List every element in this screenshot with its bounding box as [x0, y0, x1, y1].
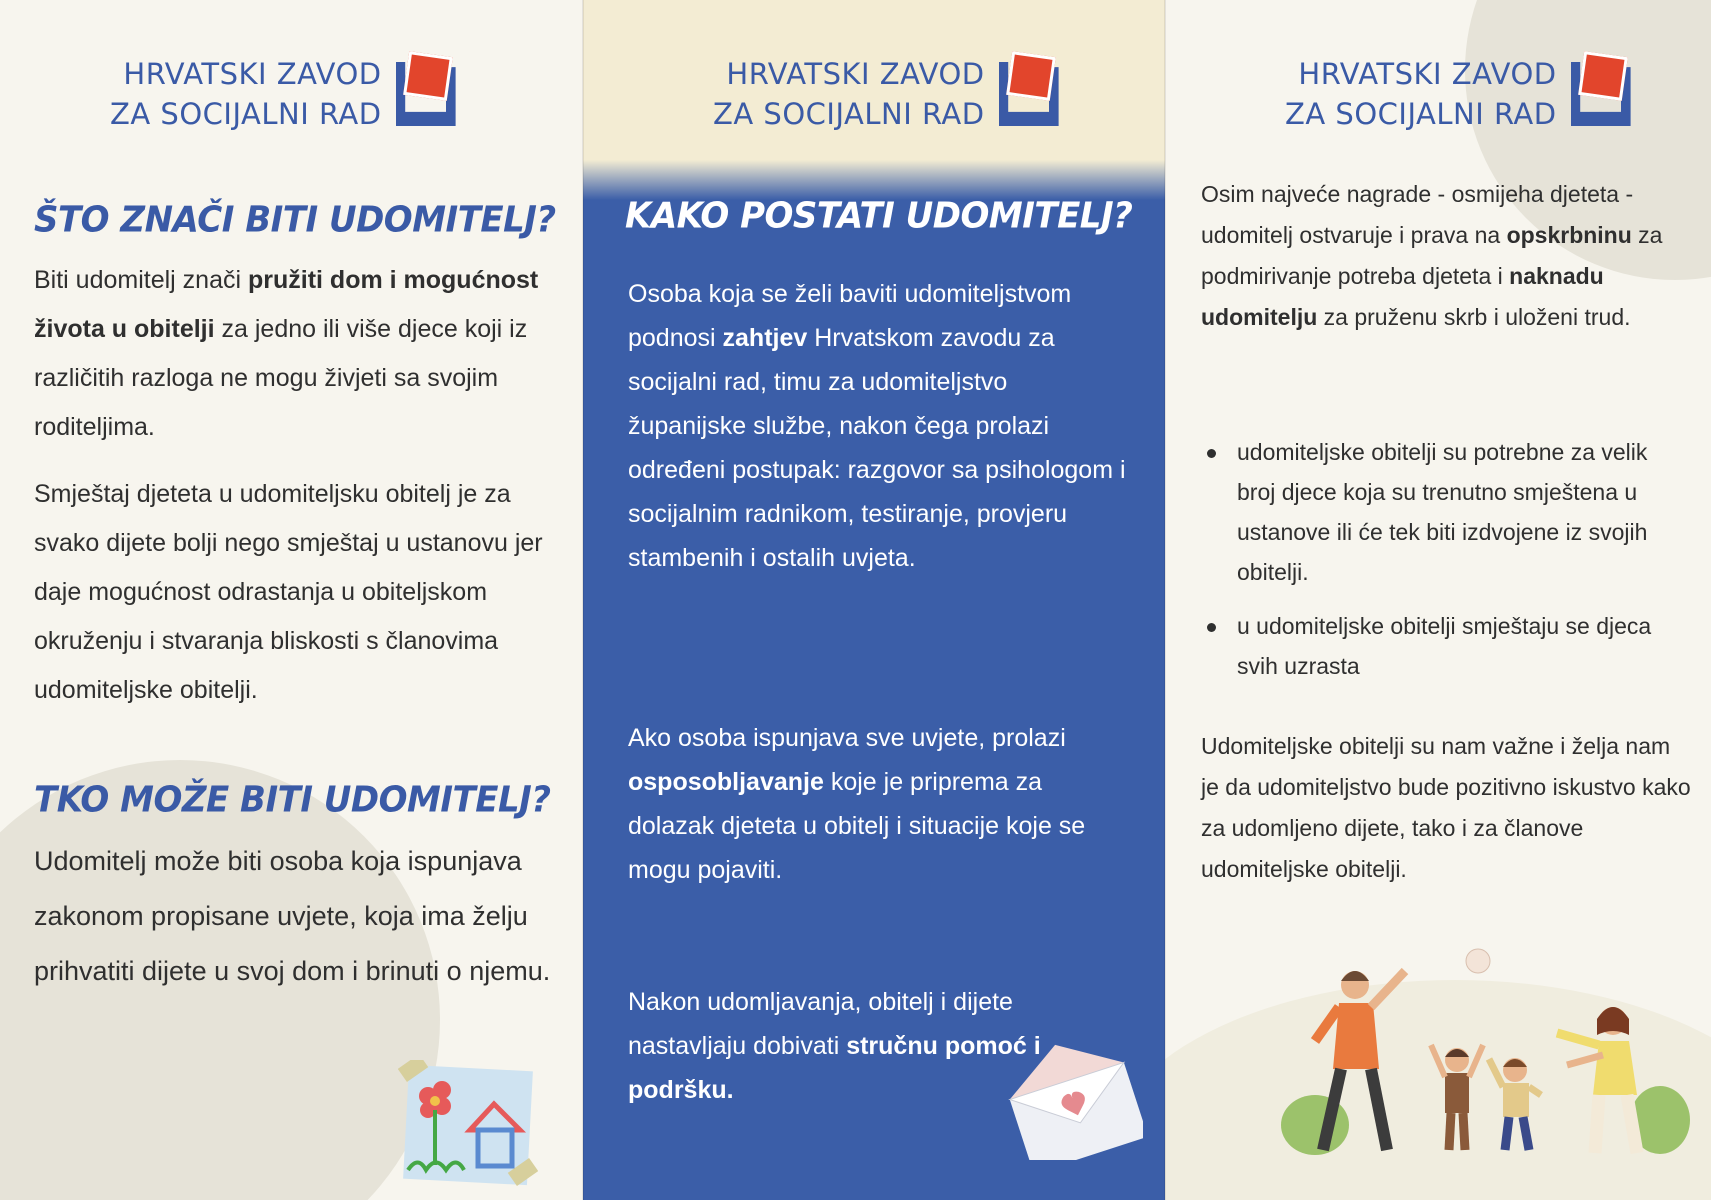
paragraph-rights: Osim najveće nagrade - osmijeha djeteta - udomitelj ostvaruje i prava na opskrbninu za podmirivanje potreba djeteta i naknadu udomitelju za pruženu skrb i uloženi trud.: [1201, 181, 1663, 330]
fold-line: [582, 0, 584, 1200]
fold-line: [1164, 0, 1166, 1200]
list-item: udomiteljske obitelji su potrebne za velik broj djece koja su trenutno smještena u ustanove ili će tek biti izdvojene iz svojih obitelji.: [1201, 432, 1681, 592]
org-name: HRVATSKI ZAVOD ZA SOCIJALNI RAD: [1285, 57, 1557, 131]
paragraph-placement: Smještaj djeteta u udomiteljsku obitelj je za svako dijete bolji nego smještaj u ustanovu jer daje mogućnost odrastanja u obiteljskom okruženju i stvaranja bliskosti s članovima udomiteljske obitelji.: [34, 480, 543, 704]
paragraph-training: Ako osoba ispunjava sve uvjete, prolazi osposobljavanje koje je priprema za dolazak djeteta u obitelj i situacije koje se mogu pojaviti.: [628, 724, 1086, 884]
panel-right: [1165, 0, 1711, 1200]
org-logo-icon: [1565, 54, 1635, 129]
paragraph-application: Osoba koja se želi baviti udomiteljstvom podnosi zahtjev Hrvatskom zavodu za socijalni rad, timu za udomiteljstvo županijske službe, nakon čega prolazi određeni postupak: razgovor sa psihologom i socijalnim radnikom, testiranje, provjeru stambenih i ostalih uvjeta.: [628, 280, 1126, 572]
heading-how-to-become: KAKO POSTATI UDOMITELJ?: [625, 195, 1133, 237]
org-name: HRVATSKI ZAVOD ZA SOCIJALNI RAD: [110, 57, 382, 131]
heading-who-can-be-foster-parent: TKO MOŽE BITI UDOMITELJ?: [34, 779, 551, 821]
org-name: HRVATSKI ZAVOD ZA SOCIJALNI RAD: [713, 57, 985, 131]
paragraph-importance: Udomiteljske obitelji su nam važne i želja nam je da udomiteljstvo bude pozitivno iskustvo kako za udomljeno dijete, tako i za članove udomiteljske obitelji.: [1201, 733, 1691, 882]
bullet-list: [1201, 432, 1681, 700]
org-header: [110, 54, 460, 134]
org-header: [713, 54, 1063, 134]
envelope-heart-icon: [1003, 1040, 1143, 1160]
family-playing-ball-icon: [1275, 945, 1695, 1170]
list-item: u udomiteljske obitelji smještaju se djeca svih uzrasta: [1201, 606, 1681, 686]
org-logo-icon: [993, 54, 1063, 129]
org-header: [1285, 54, 1635, 134]
house-flower-drawing-icon: [398, 1060, 538, 1190]
panel-middle: [583, 0, 1165, 1200]
panel-left: [0, 0, 583, 1200]
heading-what-is-foster-parent: ŠTO ZNAČI BITI UDOMITELJ?: [34, 199, 556, 241]
paragraph-eligibility: Udomitelj može biti osoba koja ispunjava zakonom propisane uvjete, koja ima želju prihvatiti dijete u svoj dom i brinuti o njemu.: [34, 846, 551, 986]
paragraph-definition: Biti udomitelj znači pružiti dom i mogućnost života u obitelji za jedno ili više djece koji iz različitih razloga ne mogu živjeti sa svojim roditeljima.: [34, 266, 539, 441]
org-logo-icon: [390, 54, 460, 129]
paragraph-support: Nakon udomljavanja, obitelj i dijete nastavljaju dobivati stručnu pomoć i podršku.: [628, 988, 1041, 1104]
